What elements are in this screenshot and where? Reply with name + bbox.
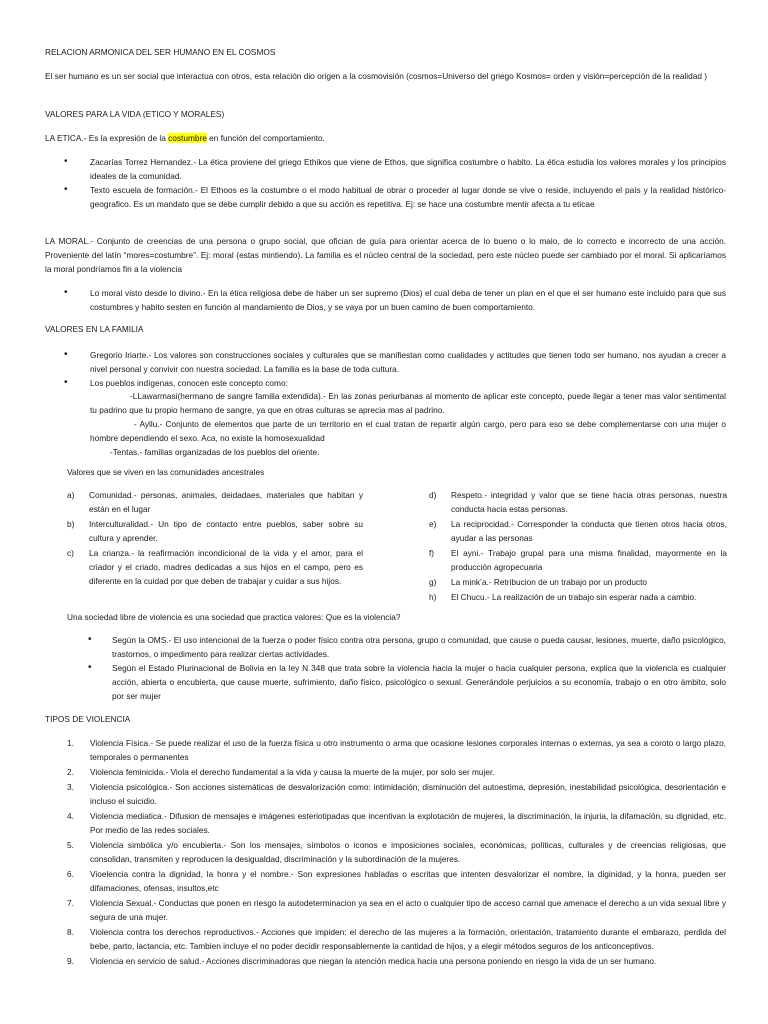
list-text: Comunidad.- personas, animales, deidadaes, materiales que habitan y están en el lugar	[89, 490, 363, 514]
list-item	[67, 925, 726, 953]
list-item	[67, 488, 363, 516]
list-item	[67, 954, 726, 968]
list-number: 5.	[67, 840, 74, 850]
etica-highlight: costumbre	[168, 133, 207, 143]
list-number: 4.	[67, 811, 74, 821]
etica-bullet-2: Texto escuela de formación.- El Ethoos es la costumbre o el modo habitual de obrar o proceder al lugar donde se vive o reside, incluyendo el país y la realidad histórico-geografico. Es un mandato que se debe cumplir debido a que su acción es repetitiva. Ej: se hace una costumbre mentir afecta a tu eticae	[90, 185, 726, 209]
list-text: El ayni.- Trabajo grupal para una misma finalidad, mayormente en la producción agropecuaria	[451, 548, 727, 572]
list-item	[429, 590, 727, 604]
list-item	[67, 780, 726, 808]
list-item	[429, 517, 727, 545]
list-letter: h)	[429, 592, 437, 602]
ancestral-heading: Valores que se viven en las comunidades ancestrales	[67, 467, 265, 477]
etica-paragraph	[45, 131, 725, 145]
family-sub-ayllu: - Ayllu.- Conjunto de elementos que parte de un territorio en el cual tratan de repartir algún cargo, pero para eso se debe complementarse con una mujer o hombre dependiendo el sexo. Aca, no existe la homosexualidad	[90, 419, 726, 443]
list-letter: d)	[429, 490, 437, 500]
list-number: 3.	[67, 782, 74, 792]
list-text: La reciprocidad.- Corresponder la conducta que tienen otros hacia otros, ayudar a las personas	[451, 519, 727, 543]
etica-text-after: en función del comportamiento.	[206, 133, 325, 143]
list-text: Violencia contra los derechos reproductivos.- Acciones que impiden: el derecho de las mujeres a la formación, orientación, tratamiento durante el embarazo, perdida del bebe, parto, lactancia, etc. Tambien incluye el no poder decidir responsablemente la cantidad de hijos, y a elegir métodos seguros de los anticonceptivos.	[90, 927, 726, 951]
family-sub-tentas: -Tentas.- familias organizadas de los pueblos del oriente.	[110, 447, 320, 457]
list-item	[67, 838, 726, 866]
bullet-icon: •	[64, 184, 68, 195]
list-text: Violencia mediatica.- Difusion de mensajes e imágenes esteriotipadas que incentivan la explotación de mujeres, la discriminación, la injuria, la difamación, su dignidad, etc. Por medio de las redes sociales.	[90, 811, 726, 835]
list-text: La crianza.- la reafirmación incondicional de la vida y el amor, para el criador y el criado, madres dedicadas a sus hijos en el campo, pero es diferente en la cuidad por que deben de trabajar y cuidar a sus hijos.	[89, 548, 363, 586]
list-text: Violencia simbólica y/o encubierta.- Son los mensajes, símbolos o iconos e imposiciones sociales, económicas, políticas, culturales y de creencias religiosas, que consolidan, transmiten y reproducen la desigualdad, discriminación y la subordinación de la mujeres.	[90, 840, 726, 864]
violence-question: Una sociedad libre de violencia es una sociedad que practica valores: Que es la violencia?	[67, 612, 401, 622]
list-text: Interculturalidad.- Un tipo de contacto entre pueblos, saber sobre su cultura y aprender.	[89, 519, 363, 543]
list-letter: f)	[429, 548, 435, 558]
list-item	[429, 546, 727, 574]
list-letter: c)	[67, 548, 74, 558]
etica-bullet-1: Zacarías Torrez Hernandez.- La ética proviene del griego Ethikos que viene de Ethos, que significa costumbre o habito. La ética estudia los valores morales y los principios ideales de la comunidad.	[90, 157, 726, 181]
list-item	[67, 765, 726, 779]
violence-types-list	[67, 736, 726, 969]
list-item	[67, 896, 726, 924]
bullet-icon: •	[64, 377, 68, 388]
list-text: Violencia Sexual.- Conductas que ponen en riesgo la autodeterminacion ya sea en el acto o cualquier tipo de acceso carnal que amenace el derecho a un vida sexual libre y segura de una mujer.	[90, 898, 726, 922]
list-number: 9.	[67, 956, 74, 966]
list-number: 7.	[67, 898, 74, 908]
list-item	[67, 736, 726, 764]
family-sub-llawarmasi: -LLawarmasi(hermano de sangre familia extendida).- En las zonas periurbanas al momento de aplicar este concepto, puede llegar a tener mas valor sentimental tu padrino que tu propio hermano de sangre, ya que en otras culturas se aprecia mas al padrino.	[90, 391, 726, 415]
list-text: El Chucu.- La realización de un trabajo sin esperar nada a cambio.	[451, 592, 697, 602]
list-item	[67, 517, 363, 545]
family-heading: VALORES EN LA FAMILIA	[45, 324, 144, 334]
bullet-icon: •	[88, 662, 92, 673]
list-item	[429, 575, 727, 589]
intro-paragraph: El ser humano es un ser social que interactua con otros, esta relación dio origen a la cosmovisión (cosmos=Universo del griego Kosmos= orden y visión=percepción de la realidad )	[45, 71, 708, 81]
list-letter: b)	[67, 519, 75, 529]
list-letter: g)	[429, 577, 437, 587]
family-bullet-2: Los pueblos indígenas, conocen este concepto como:	[90, 378, 288, 388]
violence-bullet-oms: Según la OMS.- El uso intencional de la fuerza o poder físico contra otra persona, grupo o comunidad, que cause o pueda causar, lesiones, muerte, daño psicológico, trastornos, o impedimento para realizar ciertas actividades.	[112, 635, 726, 659]
list-text: Violencia psicológica.- Son acciones sistemáticas de desvalorización como: intimidación, disminución del autoestima, depresión, inestabilidad psicológica, desorientación e incluso el suicidio.	[90, 782, 726, 806]
list-item	[67, 809, 726, 837]
list-letter: a)	[67, 490, 75, 500]
bullet-icon: •	[64, 287, 68, 298]
list-text: Violencia en servicio de salud.- Acciones discriminadoras que niegan la atención medica hacia una persona poniendo en riesgo la vida de un ser humano.	[90, 956, 657, 966]
list-letter: e)	[429, 519, 437, 529]
list-number: 8.	[67, 927, 74, 937]
etica-text-before: LA ETICA.- Es la expresión de la	[45, 133, 169, 143]
document-title: RELACION ARMONICA DEL SER HUMANO EN EL COSMOS	[45, 47, 276, 57]
list-text: La mink’a.- Retribucion de un trabajo por un producto	[451, 577, 648, 587]
bullet-icon: •	[64, 156, 68, 167]
list-text: Respeto.- integridad y valor que se tiene hacia otras personas, nuestra conducta hacia estas personas.	[451, 490, 727, 514]
list-text: Violencia feminicida.- Viola el derecho fundamental a la vida y causa la muerte de la mujer, por solo ser mujer.	[90, 767, 495, 777]
list-text: Violencia Física.- Se puede realizar el uso de la fuerza física u otro instrumento o arma que ocasione lesiones corporales internas o externas, ya sea a coroto o largo plazo, temporales o permanentes	[90, 738, 726, 762]
list-item	[67, 546, 363, 588]
types-heading: TIPOS DE VIOLENCIA	[45, 714, 131, 724]
ancestral-column-left	[67, 488, 363, 589]
list-number: 2.	[67, 767, 74, 777]
moral-paragraph: LA MORAL.- Conjunto de creencias de una persona o grupo social, que ofician de guía para orientar acerca de lo bueno o lo malo, de lo correcto e incorrecto de una acción. Proveniente del latín “mores=costumbre”. Ej: moral (estas mintiendo). La familia es el núcleo central de la sociedad, pero este núcleo puede ser cambiado por el moral. Si aplicaríamos la moral pondríamos fin a la violencia	[45, 236, 726, 274]
moral-bullet-1: Lo moral visto desde lo divino.- En la ética religiosa debe de haber un ser supremo (Dios) el cual deba de tener un plan en el que el ser humano este incluido para que sus costumbres y habito sesten en función al mandamiento de Dios, y se vaya por un buen camino de buen comportamiento.	[90, 288, 726, 312]
list-text: Vioelencia contra la dignidad, la honra y el nombre.- Son expresiones habladas o escritas que intenten desvalorizar el nombre, la diginidad, y la honra, pueden ser difamaciones, ofensas, insultos,etc	[90, 869, 726, 893]
list-item	[67, 867, 726, 895]
values-heading: VALORES PARA LA VIDA (ETICO Y MORALES)	[45, 109, 225, 119]
ancestral-column-right	[429, 488, 727, 605]
bullet-icon: •	[64, 349, 68, 360]
bullet-icon: •	[88, 634, 92, 645]
list-number: 1.	[67, 738, 74, 748]
family-bullet-1: Gregorio Iriarte.- Los valores son construcciones sociales y culturales que se manifiestan como cualidades y actitudes que tienen todo ser humano, nos ayudan a crecer a nivel personal y convivir con nuestra sociedad. La familia es la base de toda cultura.	[90, 350, 726, 374]
list-number: 6.	[67, 869, 74, 879]
violence-bullet-ley348: Según el Estado Plurinacional de Bolivia en la ley N 348 que trata sobre la violencia hacia la mujer o hacia cualquier persona, explica que la violencia es cualquier acción, abierta o encubierta, que cause muerte, sufrimiento, daño físico, psicológico o sexual. Generándole perjuicios a su economía, trabajo o en otro ámbito, solo por ser mujer	[112, 663, 726, 701]
list-item	[429, 488, 727, 516]
